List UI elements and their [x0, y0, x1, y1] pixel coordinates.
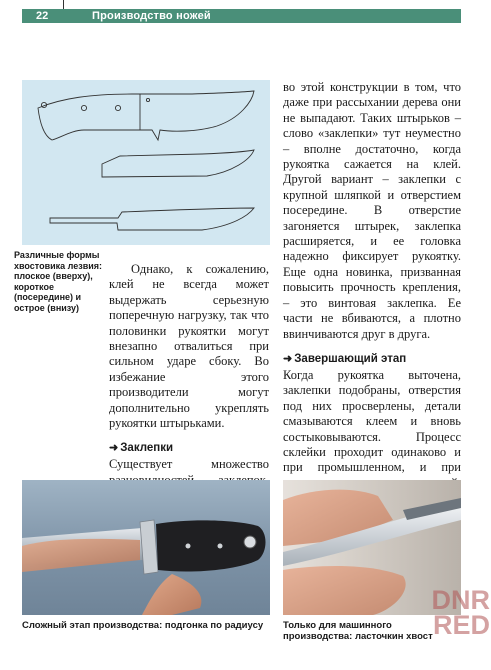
rivet-hole-3: [115, 105, 120, 110]
page-number: 22: [36, 10, 49, 22]
photo-caption-right: Только для машинного производства: ласточкин хвост: [283, 620, 433, 642]
section-heading-rivets: ➜ Заклепки: [109, 442, 174, 455]
rivet-hole-4: [146, 98, 149, 101]
arrow-right-icon: ➜: [109, 442, 119, 455]
photo-handle-fitting: [22, 480, 270, 615]
knife-blank-outlines: [22, 80, 270, 245]
watermark-logo: DNR RED: [431, 585, 490, 640]
diagram-caption: Различные формы хвостовика лезвия: плоское (вверху), короткое (посередине) и острое (внизу): [14, 250, 103, 313]
paragraph-rivets: Существует множество: [109, 457, 269, 472]
running-title: Производство ножей: [92, 10, 211, 22]
knife-handle-photo-illustration: [22, 480, 270, 615]
short-tang-blank: [102, 150, 254, 177]
paragraph-glue: Однако, к сожалению, клей не всегда может выдержать серьезную поперечную нагрузку, так что половинки рукоятки могут внезапно отвалиться при сильном ударе сбоку. Во избежание этого производители могут дополнительно укреплять рукоятки штырьками.: [109, 262, 269, 431]
paragraph-final-stage: Когда рукоятка выточена, заклепки подобраны, отверстия под них просверлены, детали смазываются клеем и вновь состыковываются. Процесс склейки проходит одинаково и при промышленном, и при: [283, 367, 461, 475]
flat-tang-blank: [38, 91, 254, 140]
photo-caption-left: Сложный этап производства: подгонка по радиусу: [22, 620, 264, 631]
narrow-tang-blank: [50, 208, 254, 230]
header-bar: [22, 9, 461, 23]
section-heading-final-stage: ➜ Завершающий этап: [283, 352, 407, 365]
tang-shapes-diagram: [22, 80, 270, 245]
paragraph-rivets-continued: во этой конструкции в том, что даже при рассыхании дерева они не выпадают. Таких штырьков – слово «заклепки» тут неуместно – вполне достаточно, когда рукоятка сажается на клей. Другой вариант – заклепки с крупной шляпкой и отверстием посередине. В отверстие загоняется штырек, заклепка расширяется, и ее головка надежно фиксирует рукоятку. Еще одна новинка, призванная повысить прочность крепления, – это винтовая заклепка. Ее части не вбиваются, а плотно ввинчиваются друг в друга.: [283, 80, 461, 341]
arrow-right-icon: ➜: [283, 352, 293, 365]
rivet-hole-2: [81, 105, 86, 110]
